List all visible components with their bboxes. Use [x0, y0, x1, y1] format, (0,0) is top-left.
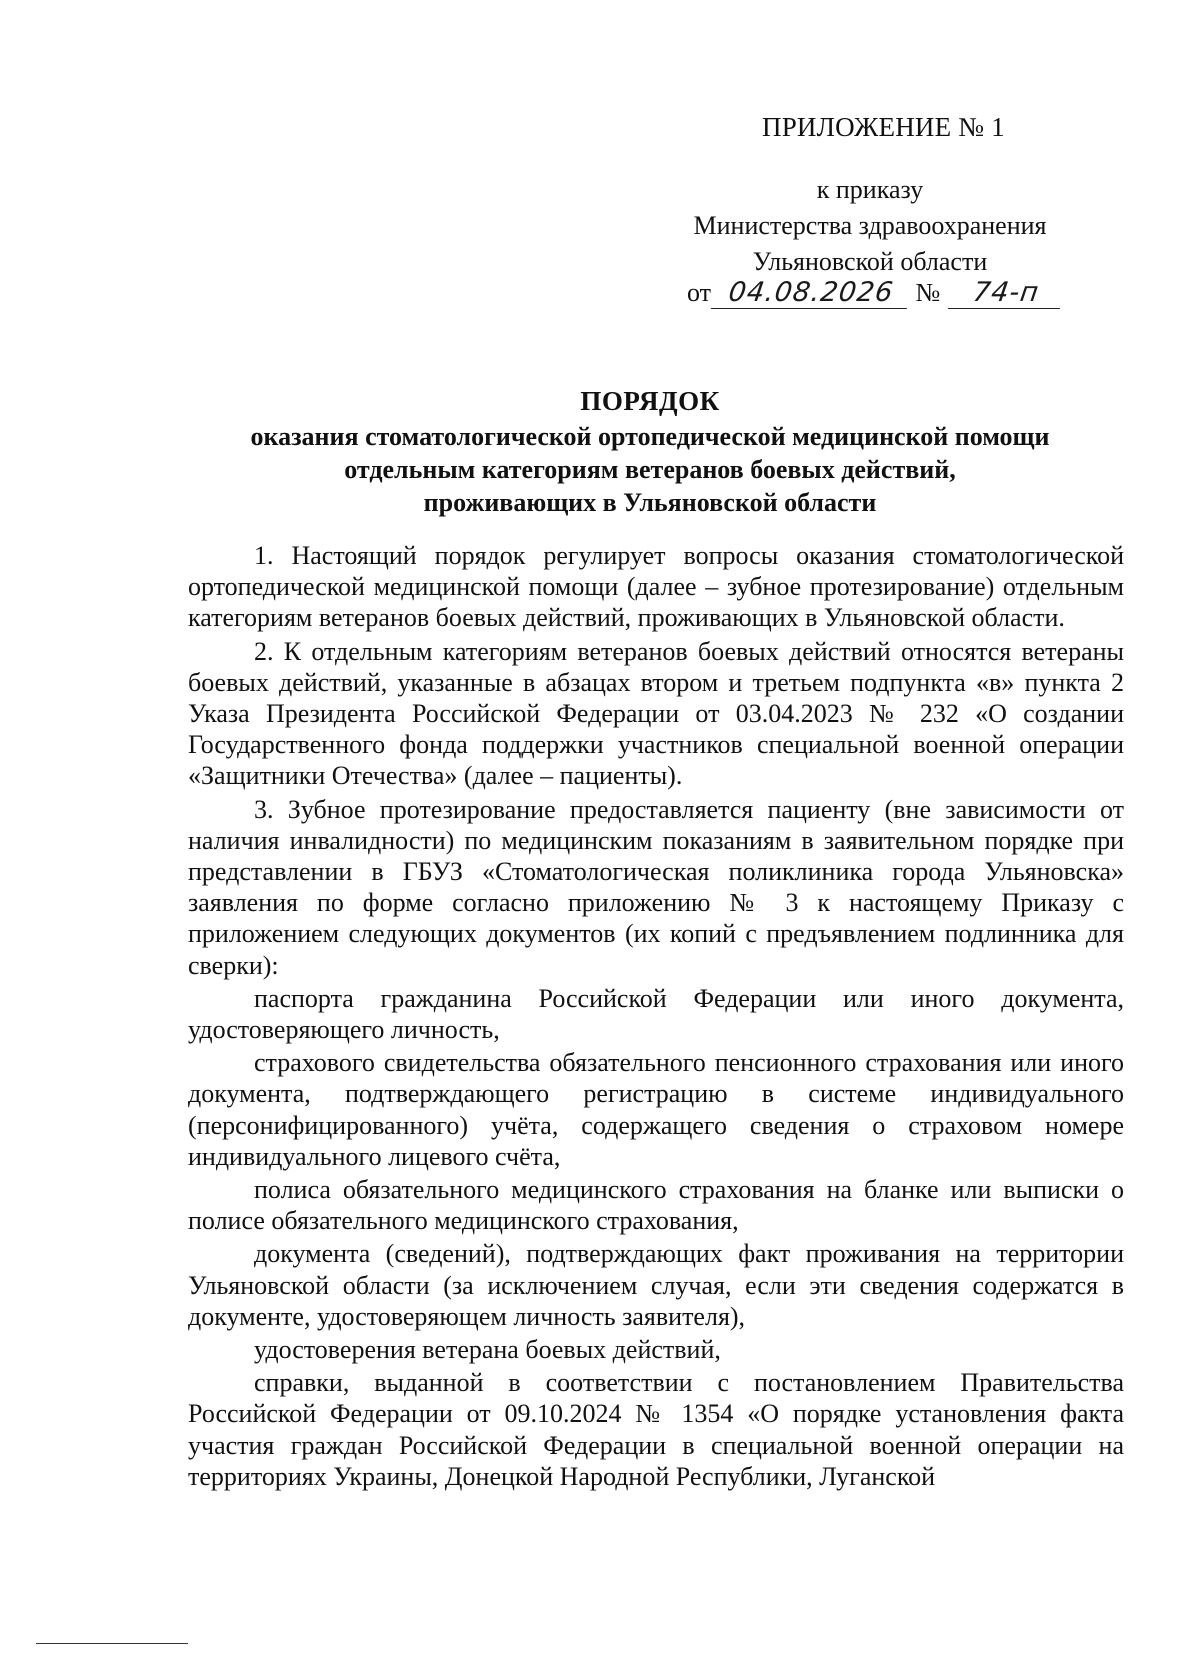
appendix-title: ПРИЛОЖЕНИЕ № 1: [762, 112, 1005, 142]
order-date-number: [687, 278, 1062, 309]
paragraph-2: 2. К отдельным категориям ветеранов боевых действий относятся ветераны боевых действий, указанные в абзацах втором и третьем подпункта «в» пункта 2 Указа Президента Российской Федерации от 03.04.2023 № 232 «О создании Государственного фонда поддержки участников специальной военной операции «Защитники Отечества» (далее – пациенты).: [188, 636, 1124, 791]
title-main: ПОРЯДОК: [580, 386, 720, 416]
number-prefix: №: [915, 278, 941, 307]
handwritten-date: 04.08.2026: [711, 278, 911, 309]
list-item-pension-certificate: страхового свидетельства обязательного пенсионного страхования или иного документа, подтверждающего регистрацию в системе индивидуального (персонифицированного) учёта, содержащего сведения о страховом номере индивидуального лицевого счёта,: [188, 1048, 1124, 1171]
ref-line: Министерства здравоохранения: [693, 211, 1047, 240]
ref-line: Ульяновской области: [752, 247, 988, 276]
date-prefix: от: [687, 278, 712, 307]
list-item-insurance-policy: полиса обязательного медицинского страхования на бланке или выписки о полисе обязательного медицинского страхования,: [188, 1175, 1124, 1236]
title-line: проживающих в Ульяновской области: [423, 488, 877, 517]
title-line: оказания стоматологической ортопедической медицинской помощи: [250, 422, 1050, 451]
title-line: отдельным категориям ветеранов боевых действий,: [344, 455, 956, 484]
order-reference: [660, 172, 1080, 280]
paragraph-1: 1. Настоящий порядок регулирует вопросы оказания стоматологической ортопедической медицинской помощи (далее – зубное протезирование) отдельным категориям ветеранов боевых действий, проживающих в Ульяновской области.: [188, 541, 1124, 633]
paragraph-3: 3. Зубное протезирование предоставляется пациенту (вне зависимости от наличия инвалидности) по медицинским показаниям в заявительном порядке при представлении в ГБУЗ «Стоматологическая поликлиника города Ульяновска» заявления по форме согласно приложению № 3 к настоящему Приказу с приложением следующих документов (их копий с предъявлением подлинника для сверки):: [188, 794, 1124, 980]
handwritten-number: 74-п: [948, 278, 1064, 309]
ref-line: к приказу: [816, 175, 924, 204]
document-body: [188, 540, 1124, 1494]
list-item-reference-certificate: справки, выданной в соответствии с постановлением Правительства Российской Федерации от 09.10.2024 № 1354 «О порядке установления факта участия граждан Российской Федерации в специальной военной операции на территориях Украины, Донецкой Народной Республики, Луганской: [188, 1368, 1124, 1491]
document-title: [170, 385, 1130, 519]
list-item-passport: паспорта гражданина Российской Федерации или иного документа, удостоверяющего личность,: [188, 983, 1124, 1045]
list-item-veteran-certificate: удостоверения ветерана боевых действий,: [254, 1335, 721, 1365]
footnote-divider: [36, 1643, 188, 1644]
list-item-residence-document: документа (сведений), подтверждающих факт проживания на территории Ульяновской области (за исключением случая, если эти сведения содержатся в документе, удостоверяющем личность заявителя),: [188, 1239, 1124, 1331]
